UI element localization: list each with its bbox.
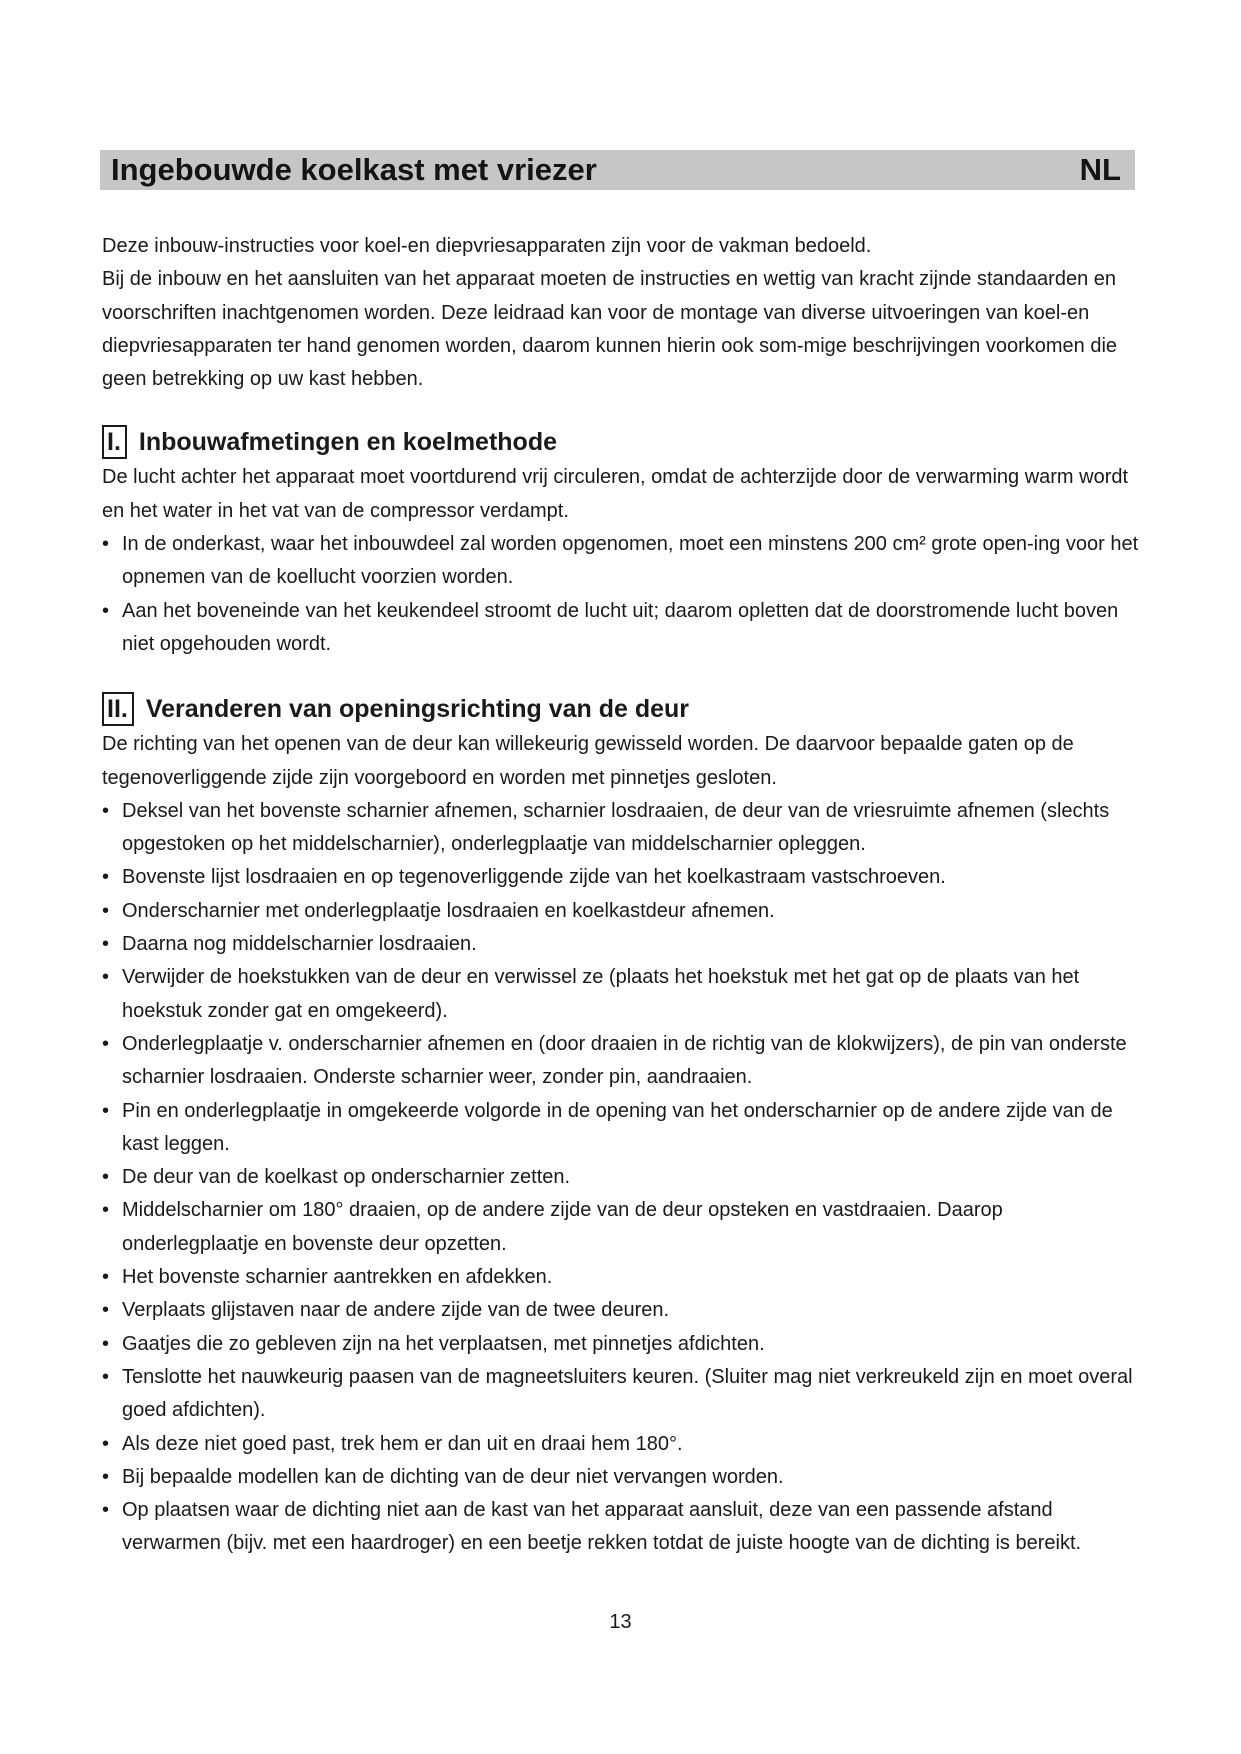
list-item: • Tenslotte het nauwkeurig paasen van de magneetsluiters keuren. (Sluiter mag niet verkreukeld zijn en moet overal goed afdichten). (102, 1361, 1142, 1428)
list-item: • Bovenste lijst losdraaien en op tegenoverliggende zijde van het koelkastraam vastschroeven. (102, 861, 1142, 894)
section-1-heading (102, 424, 1142, 460)
list-item: • Als deze niet goed past, trek hem er dan uit en draai hem 180°. (102, 1428, 1142, 1461)
intro-block (102, 230, 1142, 396)
list-item: • Deksel van het bovenste scharnier afnemen, scharnier losdraaien, de deur van de vriesruimte afnemen (slechts opgestoken op het middelscharnier), onderlegplaatje van middelscharnier opleggen. (102, 795, 1142, 862)
section-1-title: Inbouwafmetingen en koelmethode (138, 427, 557, 456)
section-2-bullet-list (102, 795, 1142, 1561)
list-item: • Onderlegplaatje v. onderscharnier afnemen en (door draaien in de richtig van de klokwijzers), de pin van onderste scharnier losdraaien. Onderste scharnier weer, zonder pin, aandraaien. (102, 1028, 1142, 1095)
document-body (102, 230, 1142, 1561)
list-item: • Het bovenste scharnier aantrekken en afdekken. (102, 1261, 1142, 1294)
section-2-heading (102, 691, 1142, 727)
section-2 (102, 691, 1142, 1560)
list-item: • Onderscharnier met onderlegplaatje losdraaien en koelkastdeur afnemen. (102, 895, 1142, 928)
list-item: • Daarna nog middelscharnier losdraaien. (102, 928, 1142, 961)
list-item: • Middelscharnier om 180° draaien, op de andere zijde van de deur opsteken en vastdraaien. Daarop onderlegplaatje en bovenste deur opzetten. (102, 1194, 1142, 1261)
list-item: • Pin en onderlegplaatje in omgekeerde volgorde in de opening van het onderscharnier op de andere zijde van de kast leggen. (102, 1095, 1142, 1162)
section-2-title: Veranderen van openingsrichting van de deur (145, 694, 690, 723)
section-1-numeral: I. (102, 425, 127, 459)
page-number: 13 (609, 1611, 632, 1633)
page-title: Ingebouwde koelkast met vriezer (111, 152, 597, 187)
section-2-paragraph: De richting van het openen van de deur kan willekeurig gewisseld worden. De daarvoor bepaalde gaten op de tegenoverliggende zijde zijn voorgeboord en worden met pinnetjes gesloten. (102, 733, 1074, 789)
list-item: • Aan het boveneinde van het keukendeel stroomt de lucht uit; daarom opletten dat de doorstromende lucht boven niet opgehouden wordt. (102, 595, 1142, 662)
page-header-bar (100, 150, 1135, 190)
list-item: • Gaatjes die zo gebleven zijn na het verplaatsen, met pinnetjes afdichten. (102, 1328, 1142, 1361)
section-1-paragraph: De lucht achter het apparaat moet voortdurend vrij circuleren, omdat de achterzijde door de verwarming warm wordt en het water in het vat van de compressor verdampt. (102, 466, 1129, 522)
section-1-bullet-list (102, 528, 1142, 661)
list-item: • In de onderkast, waar het inbouwdeel zal worden opgenomen, moet een minstens 200 cm² grote open-ing voor het opnemen van de koellucht voorzien worden. (102, 528, 1142, 595)
list-item: • Op plaatsen waar de dichting niet aan de kast van het apparaat aansluit, deze van een passende afstand verwarmen (bijv. met een haardroger) en een beetje rekken totdat de juiste hoogte van de dichting is bereikt. (102, 1494, 1142, 1561)
intro-paragraph-2: Bij de inbouw en het aansluiten van het apparaat moeten de instructies en wettig van kracht zijnde standaarden en voorschriften inachtgenomen worden. Deze leidraad kan voor de montage van diverse uitvoeringen van koel-en diepvriesapparaten ter hand genomen worden, daarom kunnen hierin ook som-mige beschrijvingen voorkomen die geen betrekking op uw kast hebben. (102, 268, 1118, 391)
section-1 (102, 424, 1142, 661)
language-code: NL (1079, 152, 1121, 187)
list-item: • Verwijder de hoekstukken van de deur en verwissel ze (plaats het hoekstuk met het gat op de plaats van het hoekstuk zonder gat en omgekeerd). (102, 961, 1142, 1028)
section-2-numeral: II. (102, 692, 134, 726)
intro-paragraph-1: Deze inbouw-instructies voor koel-en diepvriesapparaten zijn voor de vakman bedoeld. (102, 235, 872, 257)
list-item: • De deur van de koelkast op onderscharnier zetten. (102, 1161, 1142, 1194)
list-item: • Bij bepaalde modellen kan de dichting van de deur niet vervangen worden. (102, 1461, 1142, 1494)
list-item: • Verplaats glijstaven naar de andere zijde van de twee deuren. (102, 1294, 1142, 1327)
